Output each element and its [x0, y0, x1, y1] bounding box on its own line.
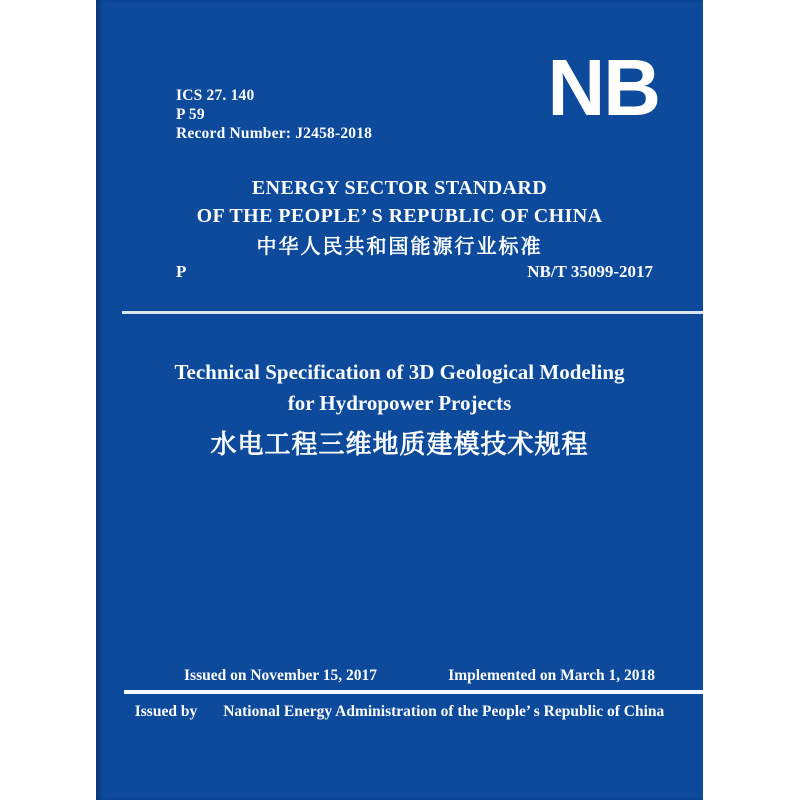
- classification-letter: P: [176, 262, 187, 281]
- standard-heading-en-line2: OF THE PEOPLE’ S REPUBLIC OF CHINA: [196, 205, 603, 227]
- meta-block: [176, 86, 372, 143]
- header-divider-line: [122, 311, 703, 314]
- title-en-line1: Technical Specification of 3D Geological Modeling: [174, 360, 625, 384]
- title-zh: 水电工程三维地质建模技术规程: [210, 429, 589, 459]
- issued-by-label: Issued by: [134, 703, 198, 720]
- standard-heading-zh: 中华人民共和国能源行业标准: [256, 236, 543, 258]
- ics-code: ICS 27. 140: [176, 87, 255, 104]
- issued-by-row: [96, 703, 703, 721]
- standard-number: NB/T 35099-2017: [527, 262, 653, 281]
- issued-by-value: National Energy Administration of the People’ s Republic of China: [223, 703, 665, 720]
- implemented-date: Implemented on March 1, 2018: [448, 667, 655, 684]
- nb-logo: NB: [547, 43, 659, 132]
- issued-date: Issued on November 15, 2017: [184, 667, 378, 684]
- footer-divider-line: [124, 690, 703, 694]
- standard-heading: [96, 174, 703, 260]
- dates-row: [184, 667, 655, 685]
- classification-code: P 59: [176, 106, 205, 123]
- standard-cover: [96, 0, 703, 800]
- standard-heading-en-line1: ENERGY SECTOR STANDARD: [251, 177, 548, 199]
- title-en-line2: for Hydropower Projects: [287, 391, 512, 415]
- record-number: Record Number: J2458-2018: [176, 125, 373, 142]
- title-block: [96, 358, 703, 461]
- code-row: [176, 262, 653, 282]
